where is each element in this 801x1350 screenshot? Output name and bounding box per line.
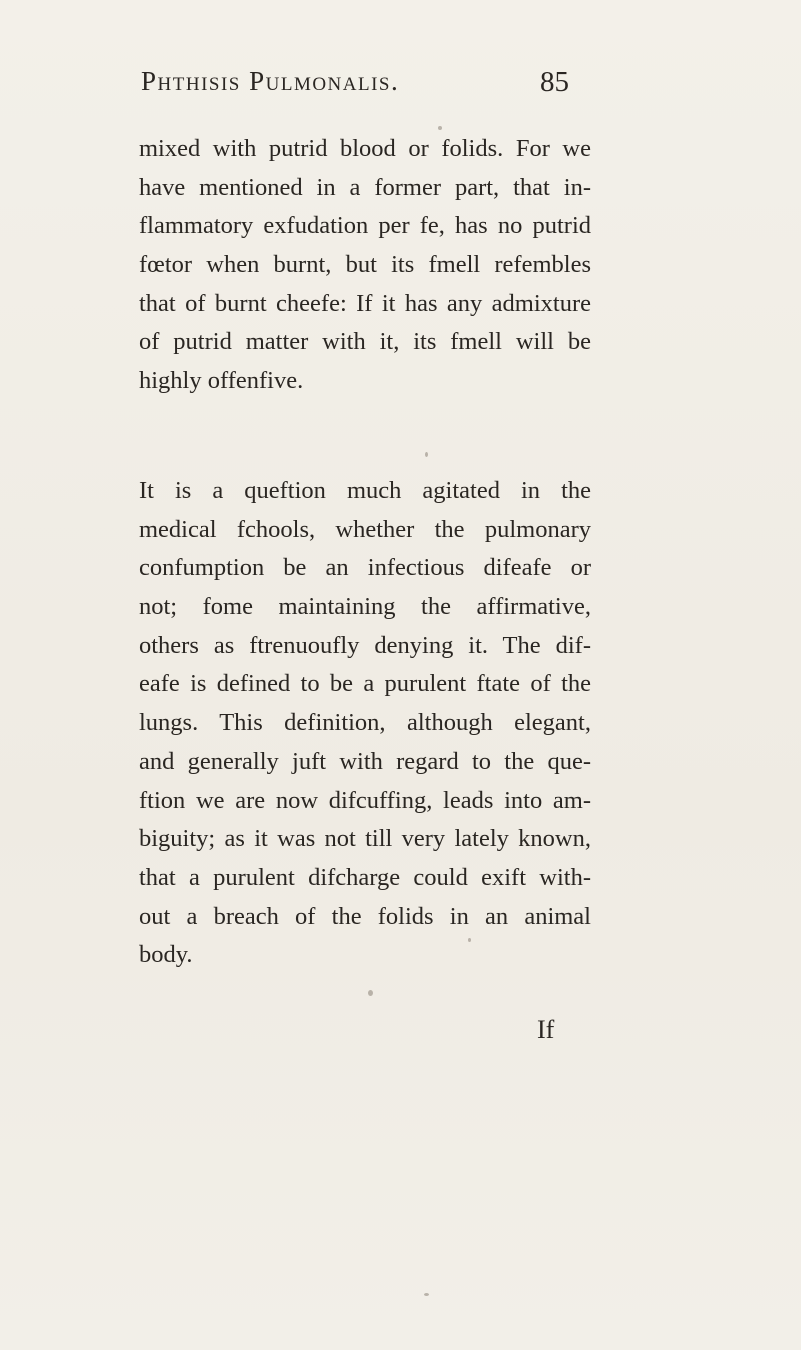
text-line: biguity; as it was not till very lately known, bbox=[139, 825, 591, 853]
text-line: that a purulent difcharge could exift with- bbox=[139, 863, 591, 891]
text-line: others as ftrenuoufly denying it. The dif- bbox=[139, 631, 591, 659]
paper-speck bbox=[438, 126, 442, 130]
text-line: highly offenfive. bbox=[139, 367, 304, 395]
text-line: fœtor when burnt, but its fmell refembles bbox=[139, 251, 591, 279]
paper-speck bbox=[425, 452, 428, 457]
text-line: body. bbox=[139, 941, 193, 969]
paragraph-1 bbox=[139, 130, 591, 401]
text-line: and generally juft with regard to the que- bbox=[139, 747, 591, 775]
paper-speck bbox=[368, 990, 373, 996]
running-head-title: Phthisis Pulmonalis. bbox=[141, 66, 400, 96]
text-line: flammatory exfudation per fe, has no putrid bbox=[139, 212, 591, 240]
catchword: If bbox=[537, 1015, 555, 1044]
text-line: ftion we are now difcuffing, leads into am- bbox=[139, 786, 591, 814]
text-line: that of burnt cheefe: If it has any admixture bbox=[139, 289, 591, 317]
paper-speck bbox=[424, 1293, 429, 1296]
text-line: mixed with putrid blood or folids. For we bbox=[139, 135, 591, 162]
text-line: eafe is defined to be a purulent ftate of the bbox=[139, 670, 591, 698]
paragraph-2 bbox=[139, 472, 591, 975]
text-line: It is a queftion much agitated in the bbox=[139, 477, 591, 504]
page-number: 85 bbox=[540, 66, 569, 98]
text-line: lungs. This definition, although elegant, bbox=[139, 709, 591, 737]
text-line: confumption be an infectious difeafe or bbox=[139, 554, 591, 582]
text-line: of putrid matter with it, its fmell will be bbox=[139, 328, 591, 356]
text-line: not; fome maintaining the affirmative, bbox=[139, 593, 591, 621]
paper-speck bbox=[468, 938, 471, 942]
text-line: have mentioned in a former part, that in- bbox=[139, 173, 591, 201]
text-line: out a breach of the folids in an animal bbox=[139, 902, 591, 930]
text-line: medical fchools, whether the pulmonary bbox=[139, 515, 591, 543]
